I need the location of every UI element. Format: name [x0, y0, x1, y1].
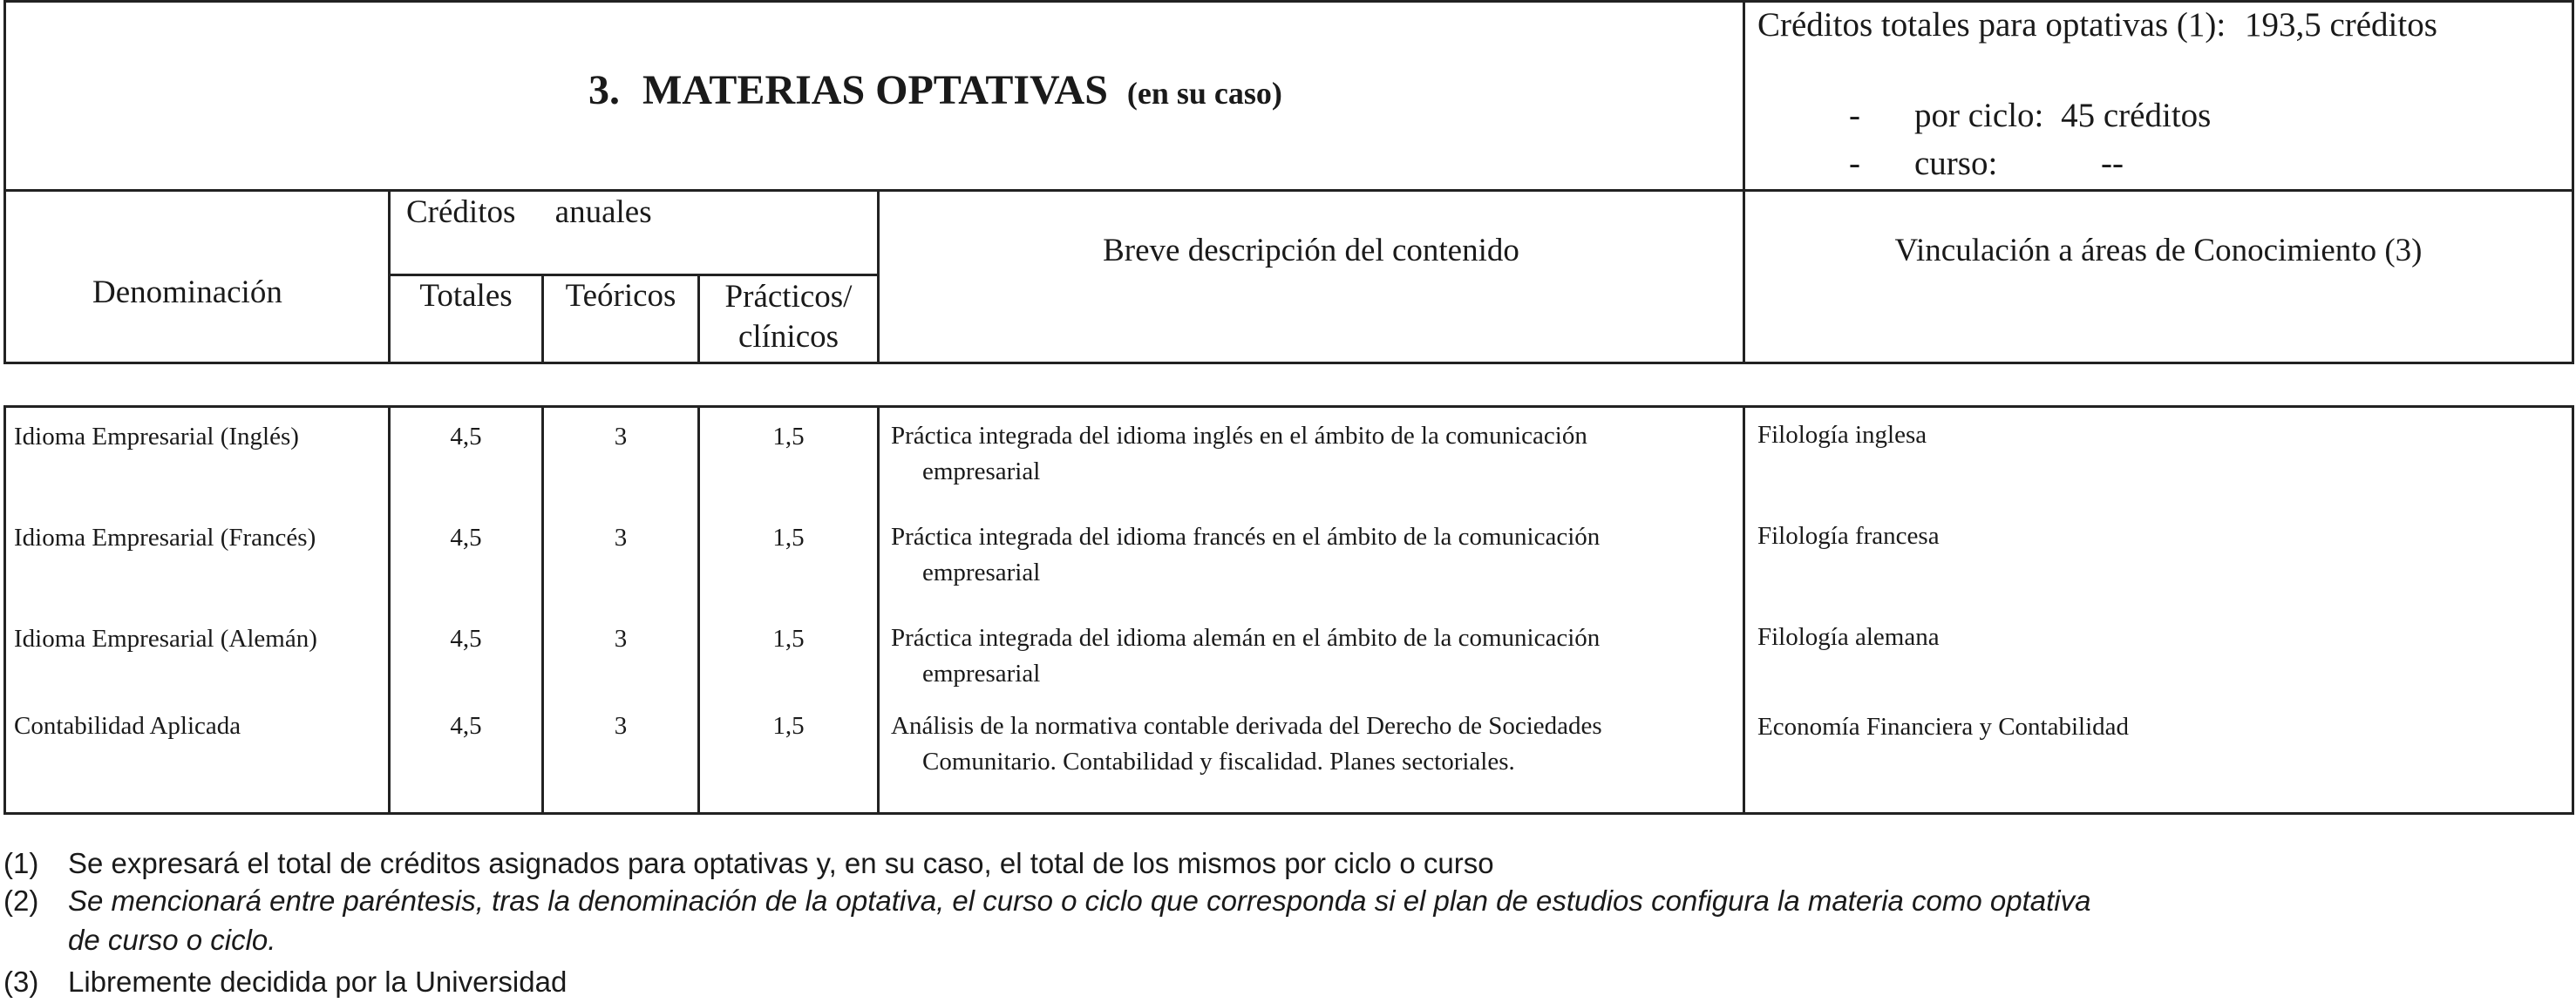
- row-name: Contabilidad Aplicada: [14, 712, 241, 740]
- row-practicos: 1,5: [772, 625, 805, 653]
- table-left-border: [3, 405, 6, 815]
- header-top-border: [3, 0, 2574, 3]
- row-description-line2: empresarial: [922, 457, 1041, 485]
- header-creditos: [406, 193, 652, 231]
- header-left-border: [3, 0, 6, 364]
- title-main: MATERIAS OPTATIVAS: [642, 67, 1108, 113]
- row-description: [891, 418, 1741, 490]
- row-area: Economía Financiera y Contabilidad: [1757, 713, 2130, 741]
- row-totales: 4,5: [450, 625, 482, 653]
- footnote-2-text-line1: Se mencionará entre paréntesis, tras la denominación de la optativa, el curso o ciclo que corresponda si el plan de estudios configura la materia como optativa: [68, 884, 2091, 917]
- header-practicos: [700, 277, 877, 357]
- header-vinculacion: Vinculación a áreas de Conocimiento (3): [1894, 233, 2423, 268]
- credits-total-line: [1757, 5, 2437, 44]
- row-description-line2: Comunitario. Contabilidad y fiscalidad. Planes sectoriales.: [922, 748, 1515, 776]
- per-cycle-dash: -: [1849, 97, 1860, 134]
- table-divider-1: [388, 405, 391, 815]
- per-cycle-value: 45 créditos: [2061, 97, 2212, 134]
- title-sub: (en su caso): [1126, 76, 1282, 111]
- footnote-3-marker: (3): [3, 966, 39, 998]
- header-creditos-label: Créditos: [406, 194, 516, 230]
- page-title: [588, 66, 1282, 114]
- row-area: Filología francesa: [1757, 522, 1940, 550]
- row-description-line1: Práctica integrada del idioma francés en el ámbito de la comunicación: [891, 523, 1601, 551]
- row-name: Idioma Empresarial (Alemán): [14, 625, 317, 653]
- row-description-line1: Práctica integrada del idioma alemán en el ámbito de la comunicación: [891, 624, 1601, 652]
- credits-total-value: 193,5 créditos: [2244, 6, 2437, 44]
- row-teoricos: 3: [614, 423, 628, 451]
- footnote-1-marker: (1): [3, 847, 39, 879]
- row-practicos: 1,5: [772, 712, 805, 740]
- row-practicos: 1,5: [772, 423, 805, 451]
- per-cycle-label: por ciclo:: [1914, 97, 2044, 134]
- per-cycle-line: [1914, 96, 2211, 135]
- row-area: Filología alemana: [1757, 623, 1940, 651]
- header-teoricos: Teóricos: [565, 278, 676, 314]
- footnote-3-text: Libremente decidida por la Universidad: [68, 966, 568, 998]
- creditos-sub-border: [388, 274, 878, 276]
- row-teoricos: 3: [614, 524, 628, 552]
- table-divider-3: [697, 405, 700, 815]
- table-divider-5: [1743, 405, 1745, 815]
- col-divider-4: [877, 189, 880, 364]
- course-value: --: [2101, 145, 2124, 182]
- credits-total-label: Créditos totales para optativas (1):: [1757, 6, 2226, 44]
- row-name: Idioma Empresarial (Francés): [14, 524, 316, 552]
- row-description-line2: empresarial: [922, 660, 1041, 688]
- header-practicos-line2: clínicos: [737, 319, 839, 355]
- row-description-line1: Análisis de la normativa contable derivada del Derecho de Sociedades: [891, 712, 1602, 740]
- row-description-line2: empresarial: [922, 559, 1041, 586]
- header-right-border: [2572, 0, 2574, 364]
- table-divider-2: [541, 405, 544, 815]
- header-totales: Totales: [419, 278, 513, 314]
- row-totales: 4,5: [450, 423, 482, 451]
- course-label: curso:: [1914, 145, 1998, 182]
- title-number: 3.: [588, 67, 620, 113]
- row-description: [891, 620, 1741, 692]
- row-totales: 4,5: [450, 712, 482, 740]
- footnote-2-marker: (2): [3, 884, 39, 917]
- header-denominacion: Denominación: [92, 274, 282, 310]
- table-divider-4: [877, 405, 880, 815]
- row-area: Filología inglesa: [1757, 421, 1927, 449]
- table-right-border: [2572, 405, 2574, 815]
- header-descripcion: Breve descripción del contenido: [1103, 233, 1519, 268]
- row-practicos: 1,5: [772, 524, 805, 552]
- course-dash: -: [1849, 145, 1860, 182]
- row-name: Idioma Empresarial (Inglés): [14, 423, 299, 451]
- header-anuales-label: anuales: [554, 194, 652, 230]
- footnote-1-text: Se expresará el total de créditos asignados para optativas y, en su caso, el total de los mismos por ciclo o curso: [68, 847, 1494, 879]
- footnote-2-text-line2: de curso o ciclo.: [68, 924, 276, 956]
- header-divider: [1743, 0, 1745, 364]
- row-teoricos: 3: [614, 625, 628, 653]
- header-practicos-line1: Prácticos/: [724, 279, 853, 315]
- row-description-line1: Práctica integrada del idioma inglés en el ámbito de la comunicación: [891, 422, 1587, 450]
- row-description: [891, 708, 1741, 780]
- row-totales: 4,5: [450, 524, 482, 552]
- row-description: [891, 519, 1741, 591]
- row-teoricos: 3: [614, 712, 628, 740]
